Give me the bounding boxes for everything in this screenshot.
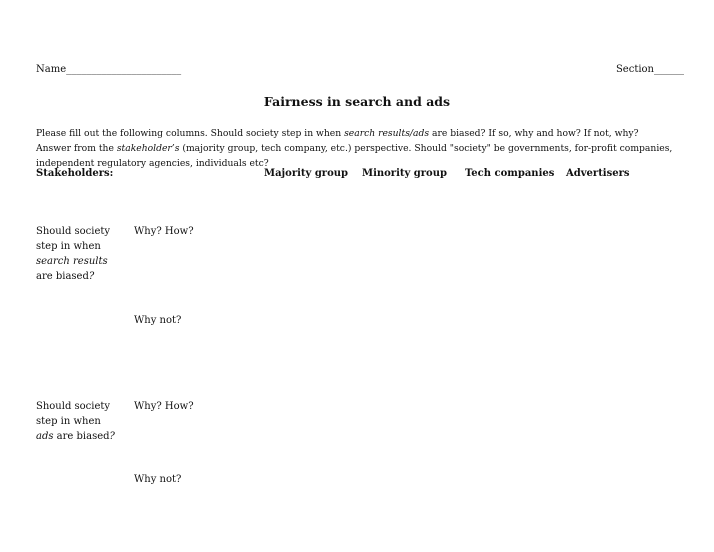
instructions-text-3: (majority group, tech company, etc.) perspective. Should "society" be governments, for-profit companies, independent regulatory agencies, individuals etc? <box>36 143 673 169</box>
question-line: Should society <box>36 226 111 237</box>
page-title: Fairness in search and ads <box>263 94 451 109</box>
section-field-label: Section______ <box>615 64 684 75</box>
why-how-label: Why? How? <box>134 401 194 412</box>
column-tech-companies: Tech companies <box>465 168 555 179</box>
question-mark: ? <box>88 271 95 282</box>
question-line <box>36 269 110 284</box>
question-text: are biased <box>53 431 110 442</box>
why-how-label: Why? How? <box>134 226 194 237</box>
column-majority-group: Majority group <box>264 168 349 179</box>
stakeholders-label: Stakeholders: <box>36 168 114 179</box>
question-emphasis-ads: ads <box>36 431 54 442</box>
column-advertisers: Advertisers <box>566 168 630 179</box>
question-emphasis-search-results: search results <box>36 256 108 267</box>
instructions-emphasis-stakeholder: stakeholder’s <box>116 143 180 154</box>
column-minority-group: Minority group <box>362 168 447 179</box>
question-text: are biased <box>36 271 89 282</box>
instructions-text-1: Please fill out the following columns. Should society step in when <box>36 128 345 139</box>
question-line: Should society <box>36 401 111 412</box>
stakeholders-header-row <box>0 168 714 184</box>
instructions-paragraph <box>36 126 676 171</box>
why-not-label: Why not? <box>134 315 182 326</box>
question-line <box>36 429 115 444</box>
instructions-text-2: are biased? If so, why and how? If not, why? Answer from the <box>36 128 639 154</box>
question-line: step in when <box>36 241 101 252</box>
question-search-results <box>36 224 110 284</box>
instructions-emphasis-search-ads: search results/ads <box>344 128 430 139</box>
name-field-label: Name_______________________ <box>36 64 182 75</box>
question-ads <box>36 399 115 444</box>
why-not-label: Why not? <box>134 474 182 485</box>
question-mark: ? <box>109 431 115 442</box>
question-line: step in when <box>36 416 101 427</box>
